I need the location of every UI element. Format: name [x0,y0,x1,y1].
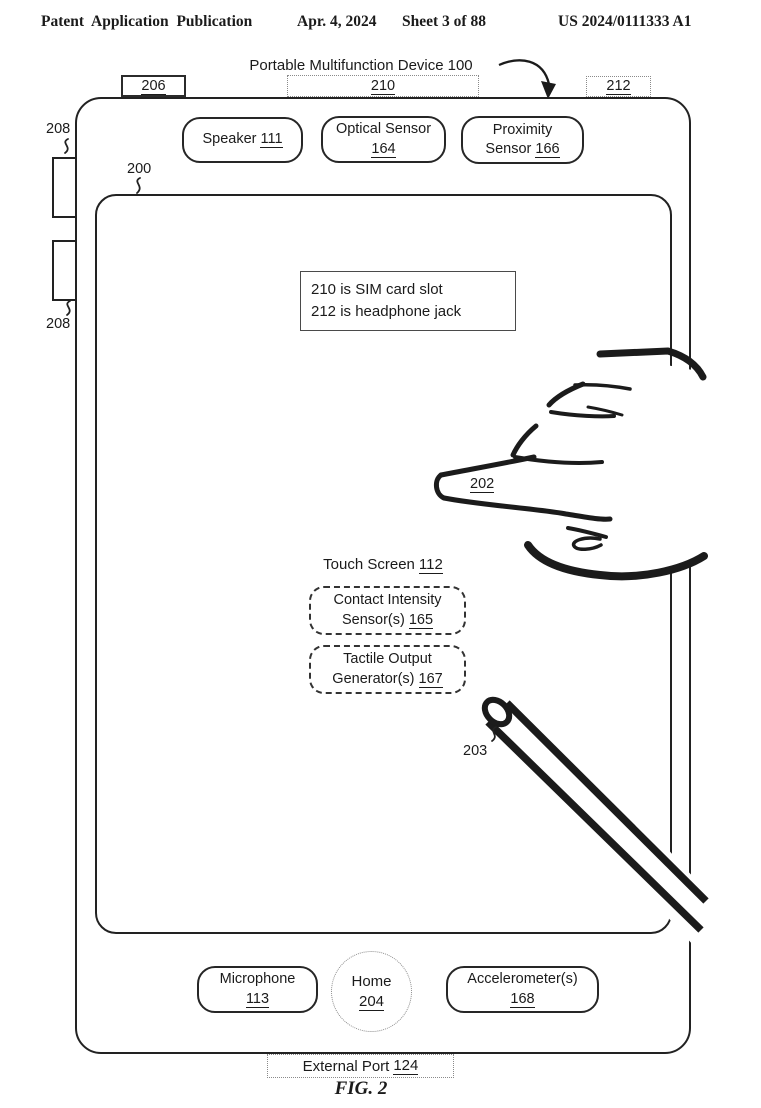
ref-box-210 [287,75,479,97]
accelerometer-label: Accelerometer(s) [467,971,578,988]
ref-box-206 [121,75,186,97]
ref-label-208-upper: 208 [46,121,71,137]
sim-note-line2: 212 is headphone jack [311,303,462,320]
tactile-output-callout [309,645,466,694]
home-button-callout [331,951,412,1032]
accelerometer-callout [446,966,599,1013]
microphone-label: Microphone [219,971,296,988]
microphone-callout [197,966,318,1013]
optical-sensor-label: Optical Sensor [335,121,432,138]
header-date: Apr. 4, 2024 [297,13,377,30]
home-ref: 204 [358,992,385,1010]
header-publication: Patent Application Publication [41,13,253,30]
ref-label-200: 200 [127,161,152,177]
sim-note-line1: 210 is SIM card slot [311,281,443,298]
finger-ref-label: 202 [470,476,495,492]
external-port-label: External Port [302,1057,390,1075]
proximity-label-line2: Sensor [485,141,532,157]
sim-note-box [300,271,516,331]
contact-intensity-callout [309,586,466,635]
figure-caption: FIG. 2 [334,1078,388,1099]
external-port-ref: 124 [393,1057,419,1074]
home-label: Home [351,972,392,990]
ref-box-212 [586,76,651,97]
figure-title-ref: 100 [447,57,473,74]
optical-sensor-callout [321,116,446,163]
header-patent-number: US 2024/0111333 A1 [558,13,692,30]
stylus-ref-label: 203 [463,743,488,759]
side-button-upper [52,157,77,218]
figure-title [180,57,542,74]
contact-intensity-line2: Sensor(s) [341,611,405,628]
tactile-output-line2: Generator(s) [332,670,415,687]
figure-title-text: Portable Multifunction Device [249,57,444,74]
tactile-output-line1: Tactile Output [343,651,432,668]
accelerometer-ref: 168 [510,990,535,1007]
contact-intensity-line1: Contact Intensity [333,592,442,609]
proximity-label-line1: Proximity [492,121,553,138]
proximity-ref: 166 [535,141,560,157]
ref-210-label: 210 [370,77,396,94]
optical-sensor-ref: 164 [371,140,396,157]
microphone-ref: 113 [245,990,270,1007]
external-port-callout [267,1054,454,1078]
speaker-label: Speaker [202,131,257,148]
ref-label-208-lower: 208 [46,316,71,332]
touch-screen-text: Touch Screen [323,556,415,573]
proximity-sensor-callout [461,116,584,164]
speaker-ref: 111 [260,131,283,148]
speaker-callout [182,117,303,163]
ref-206-label: 206 [141,77,166,94]
ref-212-label: 212 [606,78,631,94]
touch-screen-ref: 112 [418,556,443,573]
tactile-output-ref: 167 [418,670,443,687]
contact-intensity-ref: 165 [408,611,434,628]
side-button-lower [52,240,77,301]
header-sheet-number: Sheet 3 of 88 [402,13,486,30]
